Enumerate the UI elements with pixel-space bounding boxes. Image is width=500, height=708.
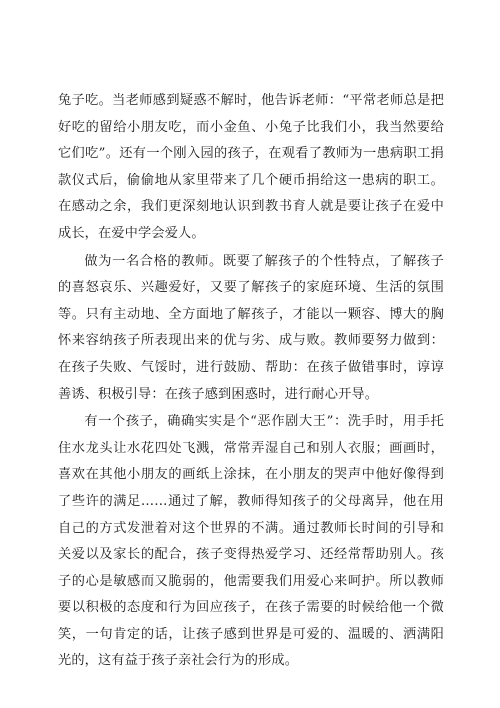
document-page (58, 88, 444, 675)
paragraph-2: 做为一名合格的教师。既要了解孩子的个性特点，了解孩子的喜怒哀乐、兴趣爱好，又要了解孩子的家庭环境、生活的氛围等。只有主动地、全方面地了解孩子，才能以一颗容、博大的胸怀来容纳孩子所表现出来的优与劣、成与败。教师要努力做到：在孩子失败、气馁时，进行鼓励、帮助：在孩子做错事时，谆谆善诱、积极引导：在孩子感到困惑时，进行耐心开导。 (58, 253, 444, 402)
paragraph-1: 兔子吃。当老师感到疑惑不解时，他告诉老师：“平常老师总是把好吃的留给小朋友吃，而小金鱼、小兔子比我们小，我当然要给它们吃”。还有一个刚入园的孩子，在观看了教师为一患病职工捐款仪式后，偷偷地从家里带来了几个硬币捐给这一患病的职工。在感动之余，我们更深刻地认识到教书育人就是要让孩子在爱中成长，在爱中学会爱人。 (58, 93, 444, 241)
paragraph-3: 有一个孩子，确确实实是个“恶作剧大王”：洗手时，用手托住水龙头让水花四处飞溅，常常弄湿自己和别人衣服；画画时，喜欢在其他小朋友的画纸上涂抹，在小朋友的哭声中他好像得到了些许的满足……通过了解，教师得知孩子的父母离异，他在用自己的方式发泄着对这个世界的不满。通过教师长时间的引导和关爱以及家长的配合，孩子变得热爱学习、还经常帮助别人。孩子的心是敏感而又脆弱的，他需要我们用爱心来呵护。所以教师要以积极的态度和行为回应孩子，在孩子需要的时候给他一个微笑，一句肯定的话，让孩子感到世界是可爱的、温暖的、洒满阳光的，这有益于孩子亲社会行为的形成。 (58, 414, 444, 669)
